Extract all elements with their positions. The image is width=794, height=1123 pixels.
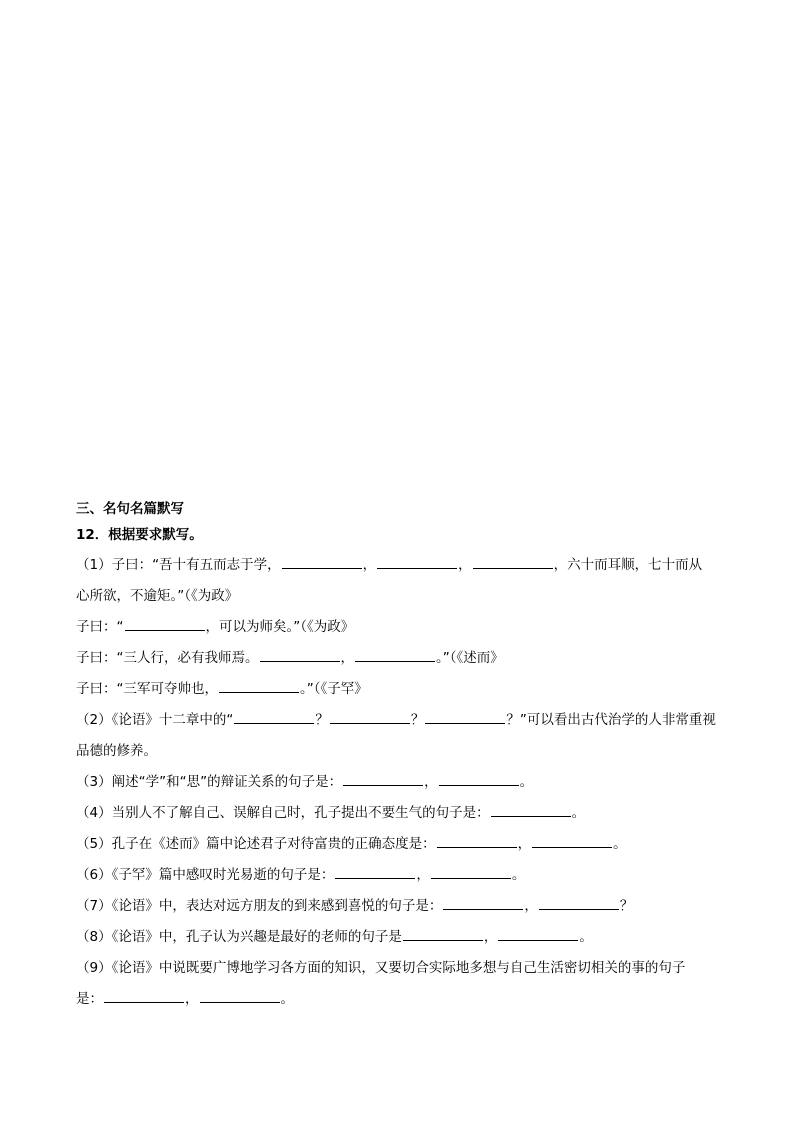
section-title: 三、名句名篇默写	[76, 501, 184, 517]
line-text: 。	[579, 929, 593, 945]
line-text: 。	[519, 774, 534, 790]
line-text: 心所欲，不逾矩。”（《为政》	[76, 588, 239, 604]
line-text: （3）阐述“学”和“思”的辩证关系的句子是：	[76, 774, 343, 790]
line-15	[76, 984, 736, 1015]
line-3	[76, 612, 736, 643]
line-text: ，	[362, 557, 377, 573]
line-13	[76, 922, 736, 953]
line-5	[76, 674, 736, 705]
line-text: ，六十而耳顺，七十而从	[553, 557, 703, 573]
blank-3[interactable]	[473, 554, 553, 569]
line-text: （4）当别人不了解自己、误解自己时，孔子提出不要生气的句子是：	[76, 805, 490, 821]
line-text: 子曰：“	[76, 619, 124, 635]
blank[interactable]	[425, 709, 505, 724]
line-text: （2）《论语》十二章中的“	[76, 712, 234, 728]
blank[interactable]	[260, 647, 340, 662]
blank[interactable]	[104, 988, 184, 1003]
line-text: 子曰：“三人行，必有我师焉。	[76, 650, 259, 666]
line-4	[76, 643, 736, 674]
line-text: 。”（《子罕》	[300, 681, 368, 697]
line-text: （7）《论语》中，表达对远方朋友的到来感到喜悦的句子是：	[76, 898, 443, 914]
line-2	[76, 581, 736, 612]
question-number: 12．	[76, 527, 109, 543]
blank[interactable]	[234, 709, 314, 724]
line-9	[76, 798, 736, 829]
line-text: （6）《子罕》篇中感叹时光易逝的句子是：	[76, 867, 335, 883]
line-text: ，	[185, 991, 199, 1007]
line-12	[76, 891, 736, 922]
line-14	[76, 953, 736, 984]
line-text: ，	[458, 557, 472, 573]
blank[interactable]	[219, 678, 299, 693]
line-text: （9）《论语》中说既要广博地学习各方面的知识，又要切合实际地多想与自己生活密切相关的事的句子	[76, 960, 686, 976]
line-text: 子曰：“三军可夺帅也，	[76, 681, 218, 697]
line-text: ，可以为师矣。”（《为政》	[205, 619, 355, 635]
blank[interactable]	[498, 926, 578, 941]
line-text: 。	[613, 836, 627, 852]
blank-2[interactable]	[377, 554, 457, 569]
line-text: ，	[524, 898, 538, 914]
blank[interactable]	[330, 709, 410, 724]
line-text: ，	[416, 867, 430, 883]
line-text: ，	[517, 836, 532, 852]
line-6	[76, 705, 736, 736]
blank[interactable]	[125, 616, 205, 631]
line-text: （5）孔子在《述而》篇中论述君子对待富贵的正确态度是：	[76, 836, 436, 852]
blank[interactable]	[335, 864, 415, 879]
line-text: 是：	[76, 991, 103, 1007]
line-1	[76, 550, 736, 581]
line-text: ，	[424, 774, 438, 790]
line-text: （1）子曰：“吾十有五而志于学，	[76, 557, 281, 573]
line-text: 。	[280, 991, 294, 1007]
line-text: ，	[483, 929, 498, 945]
blank[interactable]	[443, 895, 523, 910]
blank[interactable]	[355, 647, 435, 662]
line-text: ？	[619, 898, 634, 914]
line-text: 品德的修养。	[76, 743, 157, 759]
blank[interactable]	[343, 771, 423, 786]
line-11	[76, 860, 736, 891]
line-text: ？	[410, 712, 425, 728]
line-text: ？”可以看出古代治学的人非常重视	[506, 712, 716, 728]
line-7	[76, 736, 736, 767]
blank[interactable]	[439, 771, 519, 786]
line-text: （8）《论语》中，孔子认为兴趣是最好的老师的句子是	[76, 929, 402, 945]
question-section	[76, 499, 736, 1015]
line-text: 。	[511, 867, 526, 883]
question-header	[76, 523, 736, 547]
line-8	[76, 767, 736, 798]
blank[interactable]	[539, 895, 619, 910]
blank[interactable]	[403, 926, 483, 941]
blank[interactable]	[532, 833, 612, 848]
line-text: ？	[315, 712, 329, 728]
blank[interactable]	[437, 833, 517, 848]
blank[interactable]	[491, 802, 571, 817]
line-10	[76, 829, 736, 860]
line-text: 。”（《述而》	[436, 650, 504, 666]
blank[interactable]	[200, 988, 280, 1003]
blank[interactable]	[431, 864, 511, 879]
question-instruction: 根据要求默写。	[108, 527, 203, 543]
line-text: 。	[571, 805, 586, 821]
line-text: ，	[340, 650, 354, 666]
blank-1[interactable]	[282, 554, 362, 569]
